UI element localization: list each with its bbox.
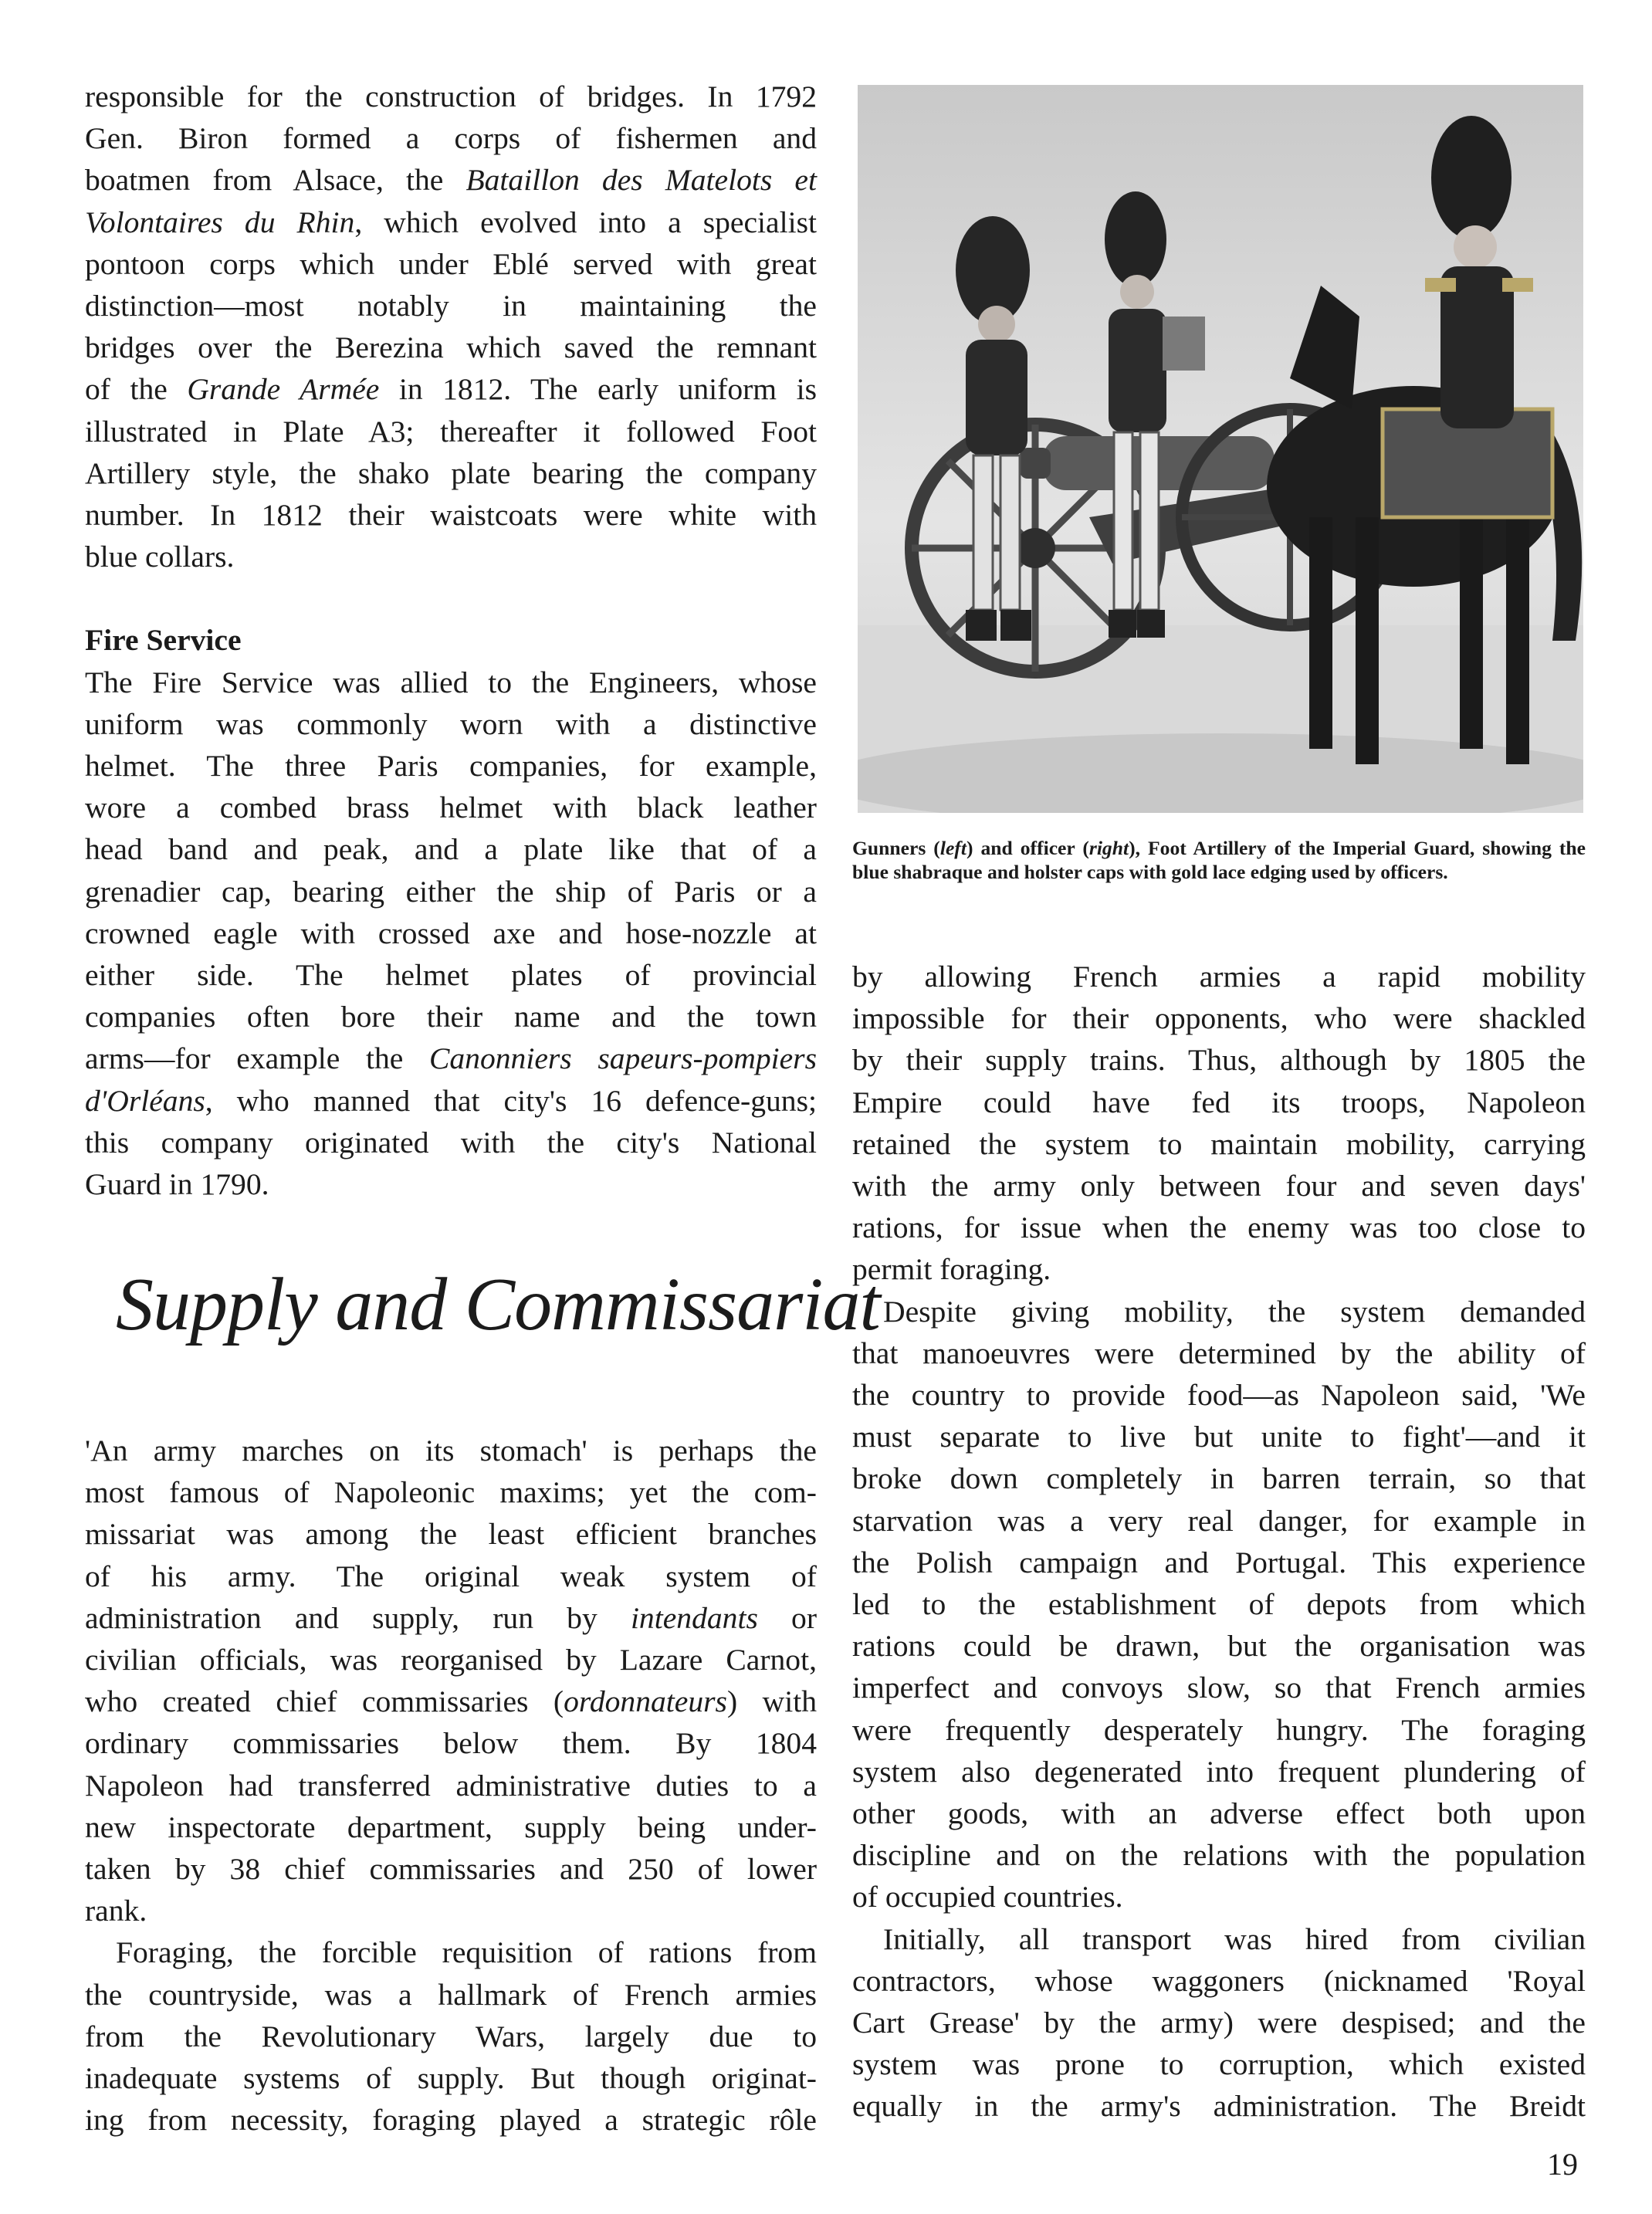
gunners-and-officer-illustration	[858, 85, 1583, 813]
text-line: wore a combed brass helmet with black leather	[85, 790, 817, 825]
text-line: either side. The helmet plates of provincial	[85, 958, 817, 993]
text-line: number. In 1812 their waistcoats were white with	[85, 498, 817, 533]
text-line: the country to provide food—as Napoleon said, 'We	[852, 1378, 1586, 1413]
text-line: civilian officials, was reorganised by Lazare Carnot,	[85, 1643, 817, 1677]
text-line: were frequently desperately hungry. The foraging	[852, 1712, 1586, 1747]
paragraph-fire-service	[85, 662, 817, 1206]
text-line: responsible for the construction of bridges. In 1792	[85, 80, 817, 113]
text-line: system was prone to corruption, which existed	[852, 2047, 1586, 2082]
text-line: by their supply trains. Thus, although by 1805 the	[852, 1043, 1586, 1078]
text-line: impossible for their opponents, who were shackled	[852, 1001, 1586, 1036]
paragraph-despite-mobility	[852, 1291, 1586, 1918]
paragraph-bridges	[85, 76, 817, 577]
text-line: ordinary commissaries below them. By 1804	[85, 1726, 817, 1761]
text-line: from the Revolutionary Wars, largely due to	[85, 2019, 817, 2053]
text-line: uniform was commonly worn with a distinctive	[85, 706, 817, 741]
text-line: Guard in 1790.	[85, 1167, 269, 1202]
text-line: rations could be drawn, but the organisation was	[852, 1629, 1586, 1664]
text-line: d'Orléans, who manned that city's 16 defence-guns;	[85, 1083, 817, 1118]
text-line: taken by 38 chief commissaries and 250 of lower	[85, 1852, 817, 1887]
paragraph-transport	[852, 1918, 1586, 2128]
text-line: inadequate systems of supply. But though originat-	[85, 2061, 817, 2096]
text-line: distinction—most notably in maintaining the	[85, 289, 817, 323]
text-line: crowned eagle with crossed axe and hose-nozzle at	[85, 916, 817, 950]
text-line: rations, for issue when the enemy was too close to	[852, 1210, 1586, 1245]
page-number: 19	[1547, 2147, 1578, 2182]
text-line: contractors, whose waggoners (nicknamed 'Royal	[852, 1963, 1586, 1998]
text-line: must separate to live but unite to fight'—and it	[852, 1420, 1586, 1454]
text-line: of his army. The original weak system of	[85, 1559, 817, 1593]
text-line: retained the system to maintain mobility, carrying	[852, 1126, 1586, 1161]
text-line: pontoon corps which under Eblé served with great	[85, 246, 817, 281]
text-line: most famous of Napoleonic maxims; yet the com-	[85, 1475, 817, 1510]
text-line: Cart Grease' by the army) were despised; and the	[852, 2006, 1586, 2040]
text-line: rank.	[85, 1894, 147, 1928]
text-line: Initially, all transport was hired from civilian	[883, 1921, 1586, 1956]
text-line: Artillery style, the shako plate bearing the company	[85, 455, 817, 490]
text-line: of occupied countries.	[852, 1880, 1123, 1914]
text-line: the countryside, was a hallmark of French armies	[85, 1977, 817, 2012]
text-line: bridges over the Berezina which saved the remnant	[85, 330, 817, 365]
chapter-title: Supply and Commissariat	[116, 1263, 880, 1346]
text-line: with the army only between four and seven days'	[852, 1169, 1586, 1203]
text-line: discipline and on the relations with the population	[852, 1838, 1586, 1873]
text-line: Gen. Biron formed a corps of fishermen and	[85, 121, 817, 156]
illustration-foot-artillery	[858, 85, 1583, 813]
text-line: who created chief commissaries (ordonnateurs) with	[85, 1684, 817, 1719]
text-line: Foraging, the forcible requisition of rations from	[116, 1935, 817, 1970]
text-line: broke down completely in barren terrain, so that	[852, 1461, 1586, 1496]
text-line: Napoleon had transferred administrative duties to a	[85, 1768, 817, 1803]
text-line: system also degenerated into frequent plundering of	[852, 1754, 1586, 1789]
text-line: arms—for example the Canonniers sapeurs-pompiers	[85, 1041, 817, 1076]
text-line: ing from necessity, foraging played a strategic rôle	[85, 2103, 817, 2138]
fire-service-heading: Fire Service	[85, 623, 242, 658]
text-line: illustrated in Plate A3; thereafter it followed Foot	[85, 414, 817, 449]
text-line: helmet. The three Paris companies, for example,	[85, 749, 817, 784]
text-line: other goods, with an adverse effect both upon	[852, 1796, 1586, 1831]
text-line: 'An army marches on its stomach' is perhaps the	[85, 1434, 817, 1468]
left-column	[85, 76, 817, 1205]
left-column-supply	[85, 1430, 817, 2141]
text-line: administration and supply, run by intendants or	[85, 1600, 817, 1635]
text-line: the Polish campaign and Portugal. This experience	[852, 1545, 1586, 1579]
text-line: Despite giving mobility, the system demanded	[883, 1294, 1586, 1329]
text-line: of the Grande Armée in 1812. The early uniform is	[85, 372, 817, 407]
text-line: boatmen from Alsace, the Bataillon des Matelots et	[85, 163, 817, 198]
text-line: head band and peak, and a plate like that of a	[85, 832, 817, 867]
text-line: starvation was a very real danger, for example in	[852, 1503, 1586, 1538]
text-line: blue collars.	[85, 540, 235, 574]
text-line: Volontaires du Rhin, which evolved into a specialist	[85, 205, 817, 239]
text-line: that manoeuvres were determined by the ability of	[852, 1336, 1586, 1370]
text-line: this company originated with the city's National	[85, 1125, 817, 1159]
text-line: imperfect and convoys slow, so that French armies	[852, 1671, 1586, 1705]
illustration-caption: Gunners (left) and officer (right), Foot Artillery of the Imperial Guard, showing the blue shabraque and holster caps with gold lace edging used by officers.	[852, 837, 1586, 883]
text-line: missariat was among the least efficient branches	[85, 1517, 817, 1552]
text-line: by allowing French armies a rapid mobility	[852, 960, 1586, 994]
paragraph-army-marches	[85, 1430, 817, 1931]
text-line: new inspectorate department, supply being under-	[85, 1809, 817, 1844]
text-line: Empire could have fed its troops, Napoleon	[852, 1085, 1586, 1119]
right-column	[852, 956, 1586, 2128]
text-line: companies often bore their name and the town	[85, 1000, 817, 1034]
text-line: grenadier cap, bearing either the ship of Paris or a	[85, 874, 817, 909]
text-line: The Fire Service was allied to the Engineers, whose	[85, 665, 817, 699]
text-line: equally in the army's administration. The Breidt	[852, 2089, 1586, 2124]
paragraph-mobility	[852, 956, 1586, 1291]
text-line: permit foraging.	[852, 1252, 1051, 1287]
paragraph-foraging	[85, 1931, 817, 2141]
text-line: led to the establishment of depots from which	[852, 1587, 1586, 1622]
